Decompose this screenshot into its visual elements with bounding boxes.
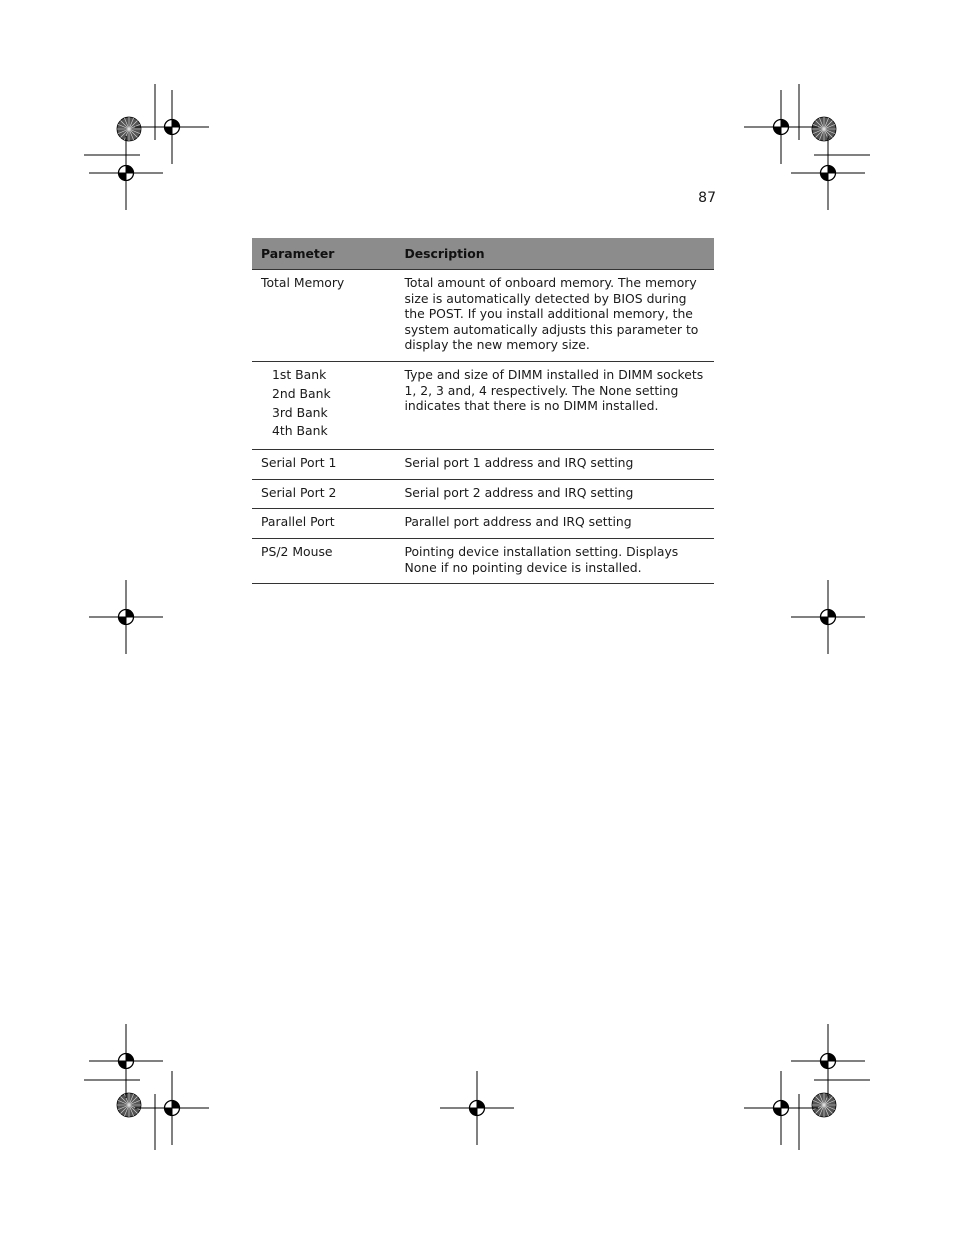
table-header-row	[252, 238, 714, 270]
row-description: Type and size of DIMM installed in DIMM sockets 1, 2, 3 and, 4 respectively. The None setting indicates that there is no DIMM installed.	[395, 361, 714, 449]
row-parameter: PS/2 Mouse	[252, 538, 395, 583]
header-parameter: Parameter	[252, 238, 395, 270]
row-parameter: Total Memory	[252, 270, 395, 362]
sub-parameter: 4th Bank	[272, 423, 328, 439]
table-row	[252, 479, 714, 509]
table-row	[252, 538, 714, 583]
row-parameter-list	[252, 361, 395, 449]
row-description: Parallel port address and IRQ setting	[395, 509, 714, 539]
row-description: Pointing device installation setting. Displays None if no pointing device is installed.	[395, 538, 714, 583]
table-row	[252, 450, 714, 480]
row-parameter: Serial Port 1	[252, 450, 395, 480]
sub-parameter: 1st Bank	[272, 366, 327, 382]
table-row	[252, 270, 714, 362]
page-number: 87	[698, 190, 716, 206]
row-description: Serial port 2 address and IRQ setting	[395, 479, 714, 509]
row-parameter: Serial Port 2	[252, 479, 395, 509]
row-description: Serial port 1 address and IRQ setting	[395, 450, 714, 480]
header-description: Description	[395, 238, 714, 270]
sub-parameter: 2nd Bank	[272, 385, 331, 401]
row-description: Total amount of onboard memory. The memory size is automatically detected by BIOS during the POST. If you install additional memory, the system automatically adjusts this parameter to display the new memory size.	[395, 270, 714, 362]
sub-parameter: 3rd Bank	[272, 404, 328, 420]
row-parameter: Parallel Port	[252, 509, 395, 539]
parameter-table	[252, 238, 714, 584]
table-row	[252, 509, 714, 539]
table-row	[252, 361, 714, 449]
